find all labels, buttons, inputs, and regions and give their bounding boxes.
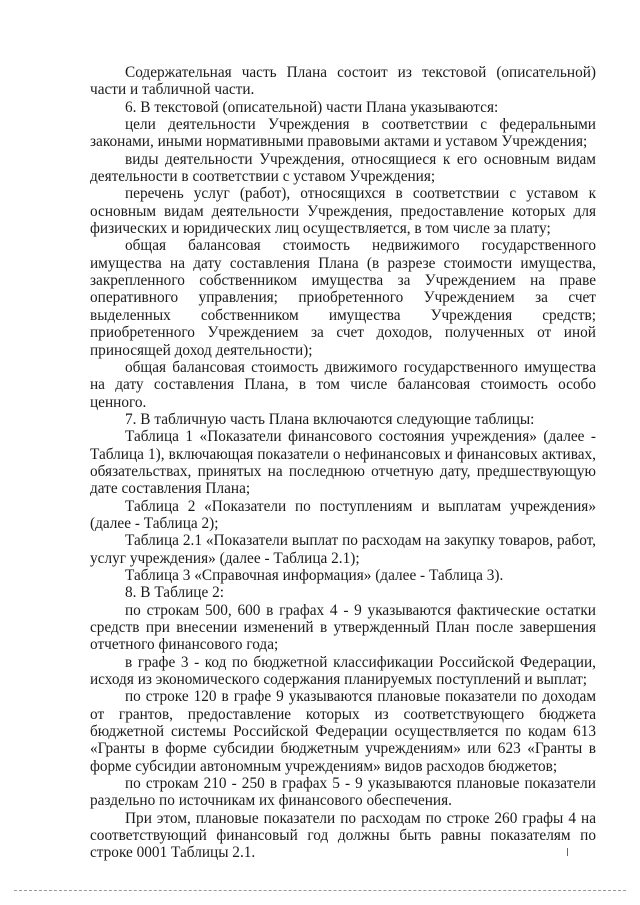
paragraph-rows-500-600: по строкам 500, 600 в графах 4 - 9 указываются фактические остатки средств при внесении изменений в утвержденный План после завершения отчетного финансового года; <box>90 601 596 654</box>
paragraph-activities: виды деятельности Учреждения, относящиеся к его основным видам деятельности в соответствии с уставом Учреждения; <box>90 150 596 186</box>
paragraph-rows-210-250: по строкам 210 - 250 в графах 5 - 9 указываются плановые показатели раздельно по источникам их финансового обеспечения. <box>90 775 596 810</box>
paragraph-table-1: Таблица 1 «Показатели финансового состояния учреждения» (далее - Таблица 1), включающая показатели о нефинансовых и финансовых активах, обязательствах, принятых на последнюю отчетную дату, предшествующую дате составления Плана; <box>90 428 596 498</box>
paragraph-real-estate-value: общая балансовая стоимость недвижимого государственного имущества на дату составления Плана (в разрезе стоимости имущества, закрепленного собственником имущества за Учреждением на праве оперативного управления; приобретенного Учреждением за счет выделенных собственником имущества Учреждения средств; приобретенного Учреждением за счет доходов, полученных от иной приносящей доход деятельности); <box>90 237 596 359</box>
paragraph-intro: Содержательная часть Плана состоит из текстовой (описательной) части и табличной части. <box>90 64 596 99</box>
paragraph-table-2-1: Таблица 2.1 «Показатели выплат по расходам на закупку товаров, работ, услуг учреждения» (далее - Таблица 2.1); <box>90 532 596 567</box>
scan-edge-line <box>14 890 626 891</box>
section-6-heading: 6. В текстовой (описательной) части Плана указываются: <box>125 98 499 116</box>
section-7-heading: 7. В табличную часть Плана включаются следующие таблицы: <box>125 410 535 428</box>
paragraph-table-2: Таблица 2 «Показатели по поступлениям и выплатам учреждения» (далее - Таблица 2); <box>90 497 596 532</box>
paragraph-table-3: Таблица 3 «Справочная информация» (далее - Таблица 3). <box>125 566 504 584</box>
paragraph-movable-property-value: общая балансовая стоимость движимого государственного имущества на дату составления Плана, в том числе балансовая стоимость особо ценного. <box>90 358 596 411</box>
document-body <box>90 64 596 862</box>
scan-mark <box>567 848 568 856</box>
paragraph-services: перечень услуг (работ), относящихся в соответствии с уставом к основным видам деятельности Учреждения, предоставление которых для физических и юридических лиц осуществляется, в том числе за плату; <box>90 185 596 238</box>
paragraph-column-3: в графе 3 - код по бюджетной классификации Российской Федерации, исходя из экономического содержания планируемых поступлений и выплат; <box>90 653 596 689</box>
section-8-heading: 8. В Таблице 2: <box>125 584 224 602</box>
paragraph-row-260: При этом, плановые показатели по расходам по строке 260 графы 4 на соответствующий финансовый год должны быть равны показателям по строке 0001 Таблицы 2.1. <box>90 809 596 862</box>
paragraph-goals: цели деятельности Учреждения в соответствии с федеральными законами, иными нормативными правовыми актами и уставом Учреждения; <box>90 116 596 151</box>
paragraph-row-120: по строке 120 в графе 9 указываются плановые показатели по доходам от грантов, предоставление которых из соответствующего бюджета бюджетной системы Российской Федерации осуществляется по кодам 613 «Гранты в форме субсидии бюджетным учреждениям» или 623 «Гранты в форме субсидии автономным учреждениям» видов расходов бюджетов; <box>90 688 596 775</box>
